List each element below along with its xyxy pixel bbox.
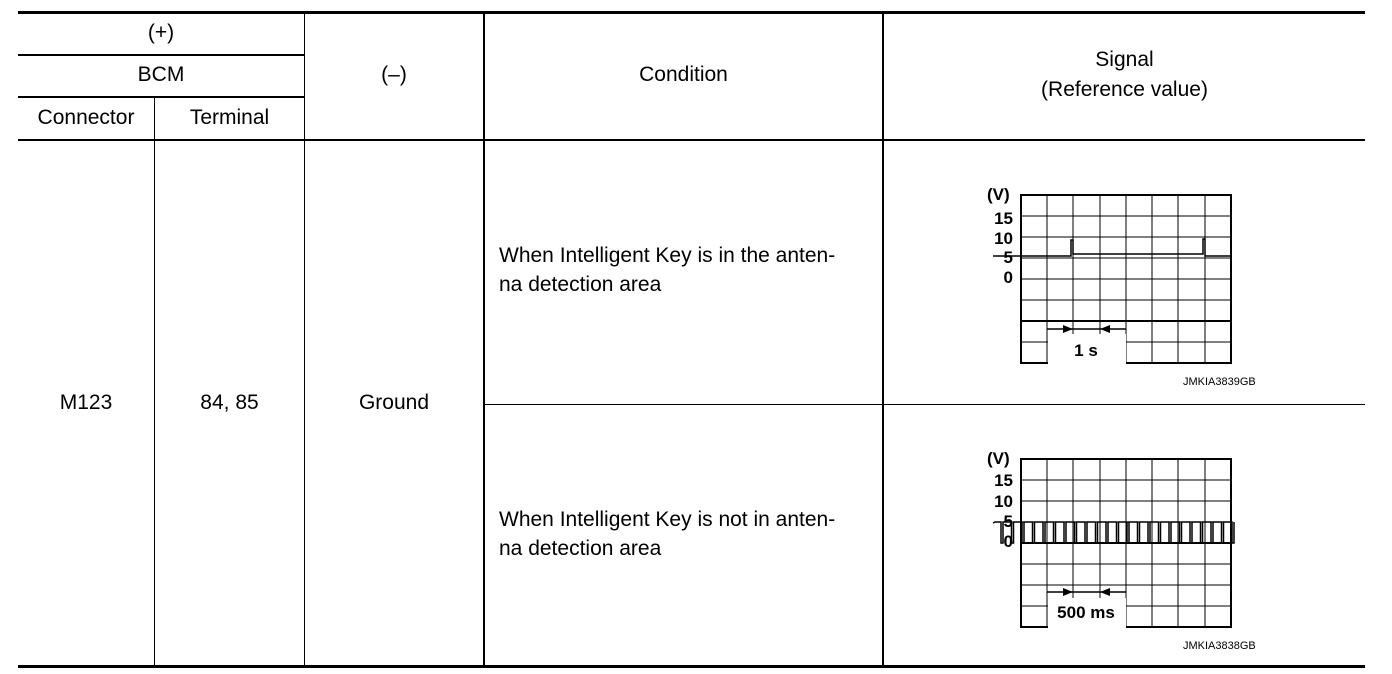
y-tick-label: 15 (994, 471, 1013, 490)
col-divider-minus (483, 12, 485, 666)
cell-terminal: 84, 85 (200, 391, 259, 414)
col-divider-condition (882, 12, 884, 666)
table-top-border (18, 11, 1365, 14)
row-divider (483, 404, 1365, 405)
condition-not-in-area (499, 505, 835, 563)
y-tick-label: 5 (1003, 248, 1013, 267)
condition-line: na detection area (499, 537, 662, 560)
y-axis-unit: (V) (987, 449, 1010, 468)
table-bottom-border (18, 665, 1365, 668)
header-condition: Condition (639, 63, 728, 86)
condition-line: na detection area (499, 273, 662, 296)
header-divider-bcm (18, 96, 304, 98)
y-tick-label: 10 (994, 492, 1013, 511)
header-reference-value: (Reference value) (1041, 78, 1208, 101)
header-signal: Signal (1095, 48, 1154, 71)
condition-in-area (499, 241, 835, 299)
cell-connector: M123 (59, 391, 113, 414)
time-division-label: 500 ms (1057, 603, 1115, 622)
header-bcm: BCM (137, 63, 185, 86)
header-divider-plus (18, 54, 304, 56)
cell-ground: Ground (358, 391, 430, 414)
y-tick-label: 15 (994, 209, 1013, 228)
header-terminal: Terminal (189, 106, 270, 129)
figure-id-2: JMKIA3838GB (1183, 640, 1256, 652)
oscilloscope-figure-1 (985, 182, 1235, 367)
figure-id-1: JMKIA3839GB (1183, 376, 1256, 388)
time-division-label: 1 s (1074, 341, 1098, 360)
header-minus: (–) (381, 63, 407, 86)
y-tick-label: 10 (994, 229, 1013, 248)
oscilloscope-figure-2 (985, 446, 1235, 631)
col-divider-connector (154, 97, 155, 666)
y-tick-label: 0 (1003, 532, 1013, 551)
y-axis-unit: (V) (987, 185, 1010, 204)
y-tick-label: 5 (1003, 512, 1013, 531)
col-divider-terminal (304, 12, 305, 666)
header-plus: (+) (147, 21, 175, 44)
condition-line: When Intelligent Key is in the anten- (499, 244, 836, 267)
condition-line: When Intelligent Key is not in anten- (499, 508, 836, 531)
header-bottom-border (18, 139, 1365, 141)
y-tick-label: 0 (1003, 268, 1013, 287)
header-connector: Connector (37, 106, 135, 129)
